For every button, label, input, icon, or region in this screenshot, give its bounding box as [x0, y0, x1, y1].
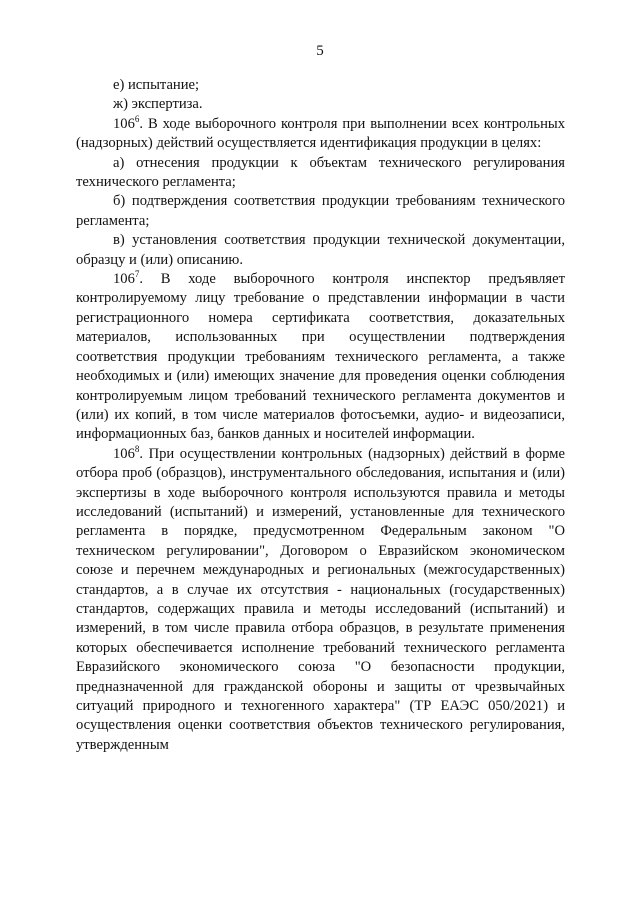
document-body	[76, 76, 565, 755]
list-item-v: в) установления соответствия продукции технической документации, образцу и (или) описанию.	[76, 232, 565, 268]
list-item-a: а) отнесения продукции к объектам технического регулирования технического регламента;	[76, 154, 565, 191]
paragraph-106-8	[76, 445, 565, 756]
paragraph-number: 106	[113, 115, 135, 132]
paragraph-number-superscript: 6	[134, 113, 140, 124]
paragraph-number: 106	[113, 271, 135, 288]
list-item-b: б) подтверждения соответствия продукции требованиям технического регламента;	[76, 193, 565, 229]
paragraph-number-superscript: 8	[134, 443, 140, 454]
paragraph-text: . В ходе выборочного контроля при выполнении всех контрольных (надзорных) действий осуществляется идентификация продукции в целях:	[76, 115, 565, 152]
paragraph-number-superscript: 7	[134, 269, 140, 280]
page-number: 5	[316, 43, 324, 59]
paragraph-text: . При осуществлении контрольных (надзорных) действий в форме отбора проб (образцов), инструментального обследования, испытания и (или) экспертизы в ходе выборочного контроля используются правила и методы исследований (испытаний) и измерений, установленные для технического регламента в порядке, предусмотренном Федеральным законом "О техническом регулировании", Договором о Евразийском экономическом союзе и перечнем международных и региональных (межгосударственных) стандартов, а в случае их отсутствия - национальных (государственных) стандартов, содержащих правила и методы исследований (испытаний) и измерений, в том числе правила отбора образцов, в результате применения которых обеспечивается исполнение требований технического регламента Евразийского экономического союза "О безопасности продукции, предназначенной для гражданской обороны и защиты от чрезвычайных ситуаций природного и техногенного характера" (ТР ЕАЭС 050/2021) и осуществления оценки соответствия объектов технического регулирования, утвержденным	[76, 445, 565, 753]
paragraph-106-6	[76, 115, 565, 154]
list-item-e: е) испытание;	[113, 77, 200, 93]
paragraph-text: . В ходе выборочного контроля инспектор предъявляет контролируемому лицу требование о представлении информации в части регистрационного номера сертификата соответствия, доказательных материалов, использованных при осуществлении подтверждения соответствия продукции требованиям технического регламента, а также необходимых и (или) имеющих значение для проведения оценки соблюдения контролируемым лицом требований технического регламента документов и (или) их копий, в том числе материалов фотосъемки, аудио- и видеозаписи, информационных баз, банков данных и носителей информации.	[76, 271, 565, 443]
paragraph-106-7	[76, 270, 565, 445]
paragraph-number: 106	[113, 445, 135, 462]
list-item-zh: ж) экспертиза.	[113, 96, 203, 113]
